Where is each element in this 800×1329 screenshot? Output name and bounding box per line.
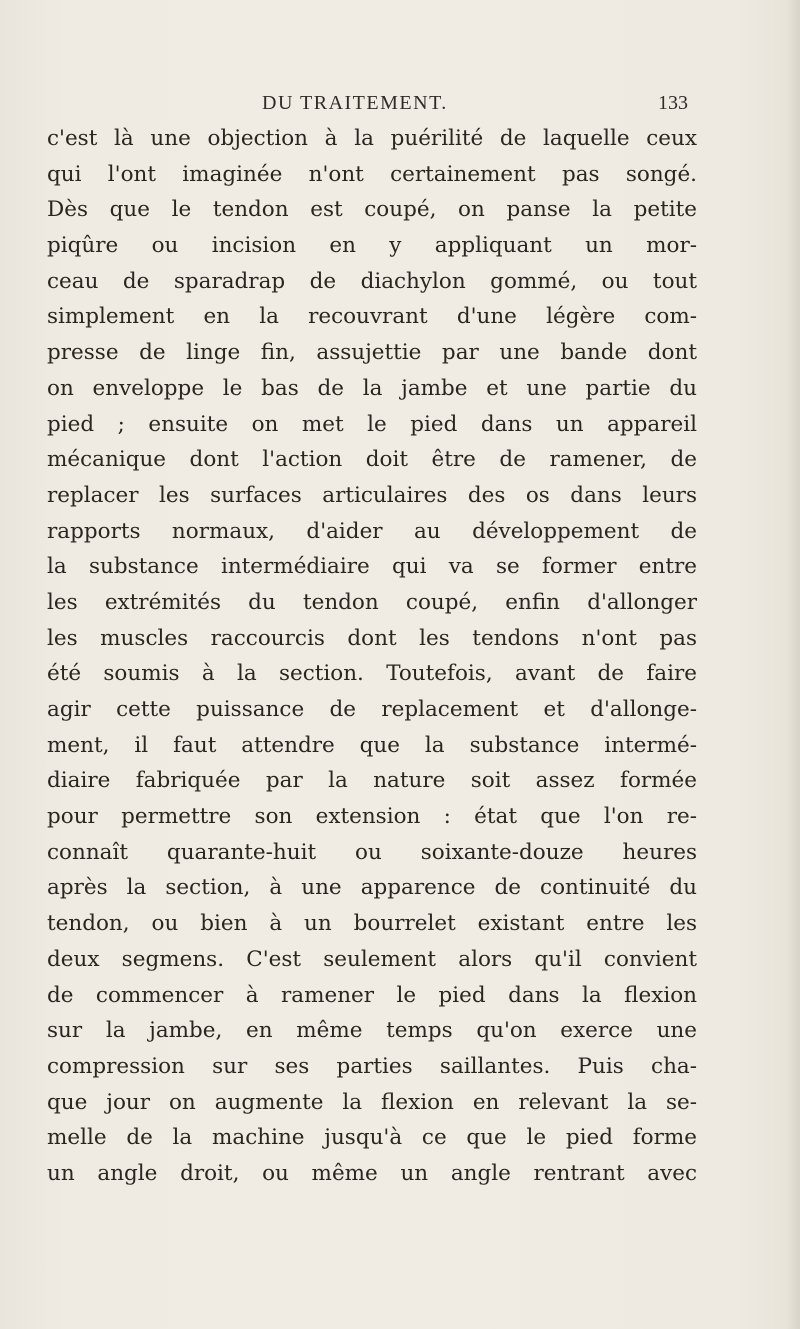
text-line: deux segmens. C'est seulement alors qu'il convient: [47, 946, 697, 972]
text-line: piqûre ou incision en y appliquant un mor-: [47, 233, 697, 259]
page-number: 133: [658, 92, 688, 114]
text-line: ceau de sparadrap de diachylon gommé, ou tout: [47, 268, 697, 294]
text-line: Dès que le tendon est coupé, on panse la petite: [47, 197, 697, 223]
text-line: les extrémités du tendon coupé, enfin d'allonger: [47, 589, 697, 615]
text-line: diaire fabriquée par la nature soit assez formée: [47, 768, 697, 794]
text-line: sur la jambe, en même temps qu'on exerce une: [47, 1018, 697, 1044]
text-line: c'est là une objection à la puérilité de laquelle ceux: [47, 126, 697, 151]
text-line: agir cette puissance de replacement et d'allonge-: [47, 697, 697, 722]
text-line: replacer les surfaces articulaires des os dans leurs: [47, 482, 697, 508]
text-line: rapports normaux, d'aider au développement de: [47, 518, 697, 544]
text-line: de commencer à ramener le pied dans la flexion: [47, 982, 697, 1008]
text-line: qui l'ont imaginée n'ont certainement pas songé.: [47, 161, 697, 187]
page-edge-shadow: [786, 0, 800, 1329]
text-line: mécanique dont l'action doit être de ramener, de: [47, 447, 697, 473]
text-line: été soumis à la section. Toutefois, avant de faire: [47, 661, 697, 687]
body-text: [47, 121, 697, 1192]
running-title: DU TRAITEMENT.: [262, 92, 448, 114]
text-line: ment, il faut attendre que la substance intermé-: [47, 732, 697, 758]
text-line: connaît quarante-huit ou soixante-douze heures: [47, 839, 697, 865]
text-line: tendon, ou bien à un bourrelet existant entre les: [47, 911, 697, 937]
text-line: presse de linge fin, assujettie par une bande dont: [47, 340, 697, 366]
text-line: pour permettre son extension : état que l'on re-: [47, 804, 697, 830]
text-line: on enveloppe le bas de la jambe et une partie du: [47, 375, 697, 401]
text-line: melle de la machine jusqu'à ce que le pied forme: [47, 1125, 697, 1151]
text-line: un angle droit, ou même un angle rentrant avec: [47, 1160, 697, 1186]
text-line: compression sur ses parties saillantes. Puis cha-: [47, 1053, 697, 1079]
text-line: pied ; ensuite on met le pied dans un appareil: [47, 411, 697, 437]
text-line: les muscles raccourcis dont les tendons n'ont pas: [47, 625, 697, 651]
text-line: la substance intermédiaire qui va se former entre: [47, 554, 697, 580]
text-line: simplement en la recouvrant d'une légère com-: [47, 304, 697, 330]
text-line: après la section, à une apparence de continuité du: [47, 875, 697, 901]
text-line: que jour on augmente la flexion en relevant la se-: [47, 1089, 697, 1115]
page-header: [0, 92, 800, 122]
